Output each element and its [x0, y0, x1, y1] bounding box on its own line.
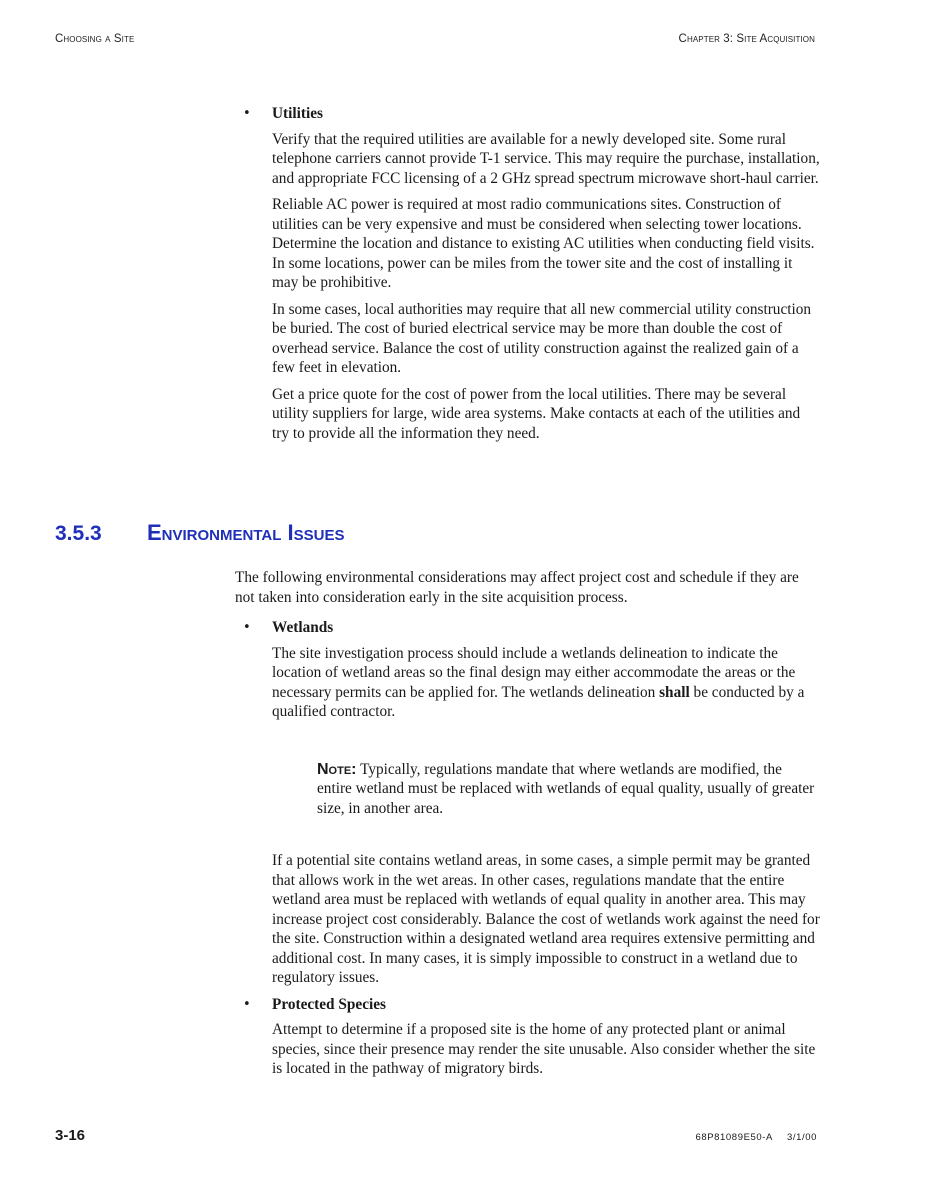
running-header-right: Chapter 3: Site Acquisition — [678, 33, 815, 45]
note-label: Note: — [317, 760, 357, 778]
page-number: 3-16 — [55, 1127, 86, 1144]
section-number: 3.5.3 — [55, 522, 102, 545]
bullet-icon: • — [243, 620, 251, 635]
wetlands-paragraph: If a potential site contains wetland areas, in some cases, a simple permit may be granted that allows work in the wet areas. In other cases, regulations mandate that the entire wetland area must be replaced with wetlands of equal quality in another area. This may increase project cost considerably. Balance the cost of wetlands work against the need for the site. Construction within a designated wetland area requires extensive permitting and additional cost. In many cases, it is simply impossible to construct in a wetland due to regulatory issues. — [272, 852, 820, 986]
note-block — [317, 760, 820, 819]
footer-doc-info — [695, 1132, 817, 1143]
bullet-icon: • — [243, 106, 251, 121]
utilities-title: Utilities — [272, 105, 323, 122]
doc-id: 68P81089E50-A — [695, 1132, 773, 1143]
utilities-paragraph: Reliable AC power is required at most radio communications sites. Construction of utilities can be very expensive and must be considered when selecting tower locations. Determine the location and distance to existing AC utilities when conducting field visits. In some locations, power can be miles from the tower site and the cost of installing it may be prohibitive. — [272, 196, 815, 291]
utilities-paragraph: In some cases, local authorities may require that all new commercial utility construction be buried. The cost of buried electrical service may be more than double the cost of overhead service. Balance the cost of utility construction against the realized gain of a few feet in elevation. — [272, 300, 812, 376]
note-text: Typically, regulations mandate that where wetlands are modified, the entire wetland must be replaced with wetlands of equal quality, usually of greater size, in another area. — [317, 760, 815, 817]
section-title: Environmental Issues — [147, 520, 345, 545]
wetlands-text: be conducted by a qualified contractor. — [272, 683, 805, 720]
wetlands-bullet — [235, 618, 820, 638]
wetlands-title: Wetlands — [272, 619, 334, 636]
wetlands-text: The site investigation process should include a wetlands delineation to indicate the location of wetland areas so the final design may either accommodate the areas or the necessary permits can be applied for. The wetlands delineation — [272, 644, 796, 701]
bullet-icon: • — [243, 996, 251, 1012]
species-paragraph: Attempt to determine if a proposed site is the home of any protected plant or animal species, since their presence may render the site unusable. Also consider whether the site is located in the pathway of migratory birds. — [272, 1021, 816, 1077]
environmental-section — [235, 568, 820, 1086]
species-title: Protected Species — [272, 995, 386, 1013]
wetlands-paragraph — [272, 644, 820, 722]
wetlands-bold-term: shall — [659, 683, 690, 701]
species-bullet — [235, 995, 820, 1015]
utilities-bullet — [235, 104, 820, 124]
utilities-paragraph: Get a price quote for the cost of power from the local utilities. There may be several utility suppliers for large, wide area systems. Make contacts at each of the utilities and try to provide all the information they need. — [272, 385, 801, 442]
doc-date: 3/1/00 — [786, 1132, 817, 1143]
section-heading — [55, 520, 344, 546]
utilities-paragraph: Verify that the required utilities are available for a newly developed site. Some rural telephone carriers cannot provide T-1 service. This may require the purchase, installation, and appropriate FCC licensing of a 2 GHz spread spectrum microwave short-haul carrier. — [272, 130, 820, 187]
running-header-left: Choosing a Site — [55, 33, 135, 45]
utilities-section — [235, 104, 820, 450]
section-intro: The following environmental considerations may affect project cost and schedule if they are not taken into consideration early in the site acquisition process. — [235, 569, 799, 606]
